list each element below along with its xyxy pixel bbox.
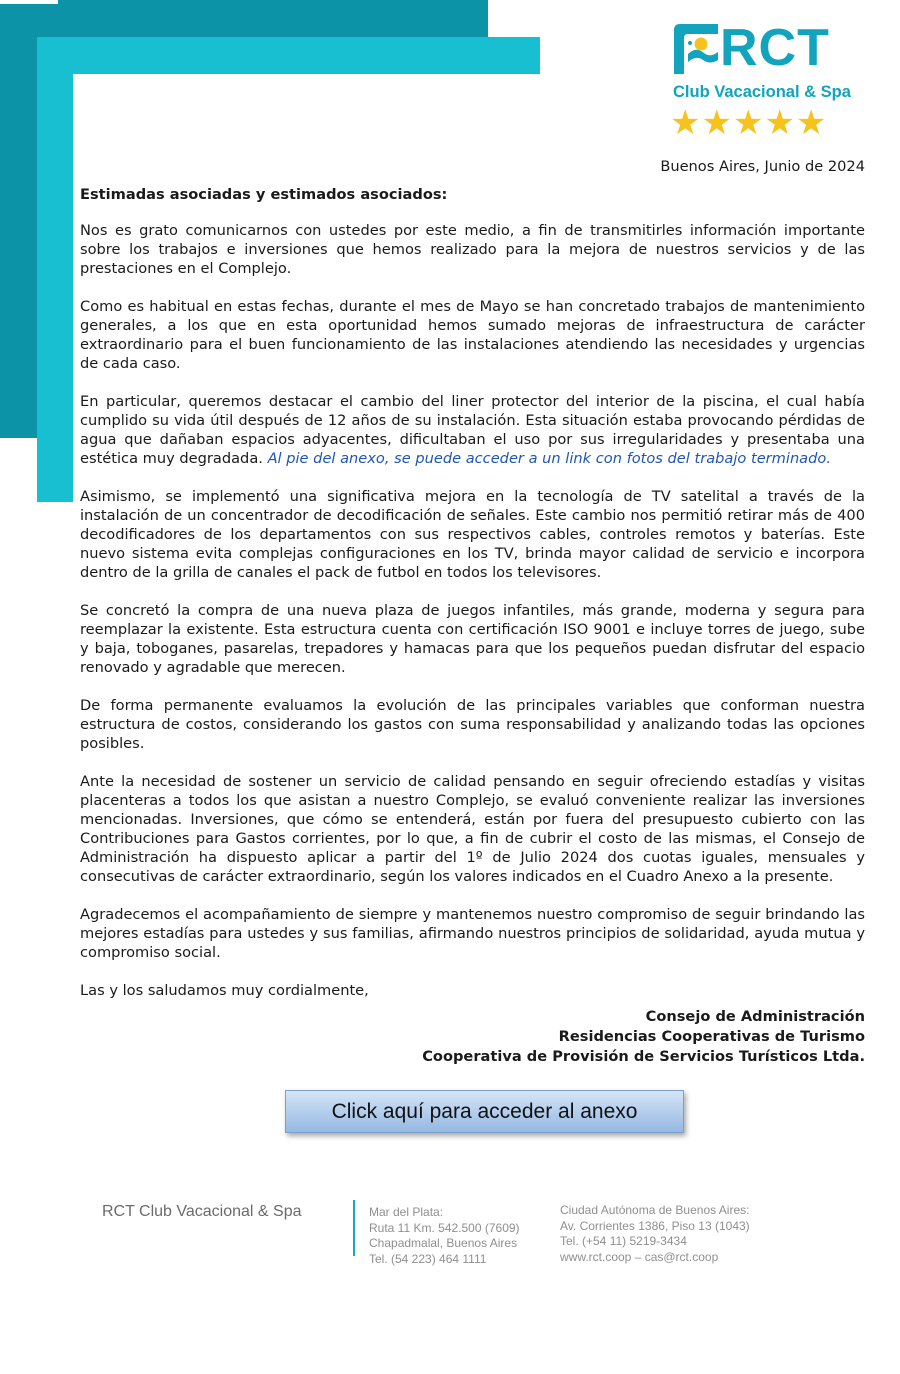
logo-wordmark: RCT xyxy=(720,19,830,77)
paragraph-intro: Nos es grato comunicarnos con ustedes por este medio, a fin de transmitirles información importante sobre los trabajos e inversiones que hemos realizado para la mejora de nuestros servicios y de las prestaciones en el Complejo. xyxy=(80,222,865,277)
footer-line: Tel. (+54 11) 5219-3434 xyxy=(560,1234,687,1248)
paragraph-thanks: Agradecemos el acompañamiento de siempre y mantenemos nuestro compromiso de seguir brindando las mejores estadías para ustedes y sus familias, afirmando nuestros principios de solidaridad, ayuda mutua y compromiso social. xyxy=(80,906,865,961)
logo-tagline: Club Vacacional & Spa xyxy=(673,83,851,101)
footer-mar-del-plata xyxy=(369,1205,520,1267)
signature-line: Consejo de Administración xyxy=(645,1008,865,1025)
rating-stars-icon: ★★★★★ xyxy=(670,103,828,143)
letter-date: Buenos Aires, Junio de 2024 xyxy=(660,158,865,175)
footer-line: Av. Corrientes 1386, Piso 13 (1043) xyxy=(560,1218,750,1233)
annex-photos-note: Al pie del anexo, se puede acceder a un link con fotos del trabajo terminado. xyxy=(267,450,831,467)
footer-line: Ruta 11 Km. 542.500 (7609) xyxy=(369,1220,520,1235)
paragraph-pool xyxy=(80,392,865,468)
footer-divider xyxy=(353,1200,355,1256)
decorative-top-strip xyxy=(0,0,58,4)
signature-line: Residencias Cooperativas de Turismo xyxy=(558,1028,865,1045)
letter-greeting: Estimadas asociadas y estimados asociados: xyxy=(80,186,448,203)
annex-link-button[interactable]: Click aquí para acceder al anexo xyxy=(285,1090,684,1133)
footer-contact-link[interactable]: www.rct.coop – cas@rct.coop xyxy=(560,1249,719,1264)
footer-line: Tel. (54 223) 464 1111 xyxy=(369,1251,487,1266)
paragraph-tv: Asimismo, se implementó una significativa mejora en la tecnología de TV satelital a través de la instalación de un concentrador de decodificación de señales. Este cambio nos permitió retirar más de 400 decodificadores de los departamentos con sus respectivos cables, controles remotos y baterías. Este nuevo sistema evita complejas configuraciones en los TV, brinda mayor calidad de servicio e incorpora dentro de la grilla de canales el pack de futbol en todos los televisores. xyxy=(80,488,865,581)
footer-line: Mar del Plata: xyxy=(369,1205,444,1219)
rct-emblem-icon xyxy=(674,24,718,74)
letter-closing: Las y los saludamos muy cordialmente, xyxy=(80,982,369,999)
footer-line: Ciudad Autónoma de Buenos Aires: xyxy=(560,1203,750,1217)
paragraph-playground: Se concretó la compra de una nueva plaza de juegos infantiles, más grande, moderna y segura para reemplazar la existente. Esta estructura cuenta con certificación ISO 9001 e incluye torres de juego, sube y baja, toboganes, pasarelas, trepadores y hamacas para que los pequeños puedan disfrutar del espacio renovado y agradable que merecen. xyxy=(80,602,865,676)
signature-line: Cooperativa de Provisión de Servicios Turísticos Ltda. xyxy=(422,1048,865,1065)
paragraph-pool-text: En particular, queremos destacar el cambio del liner protector del interior de la piscina, el cual había cumplido su vida útil después de 12 años de su instalación. Esta situación estaba provocando pérdidas de agua que dañaban espacios adyacentes, dificultaban el uso por sus irregularidades y presentaba una estética muy degradada. xyxy=(80,393,865,467)
paragraph-costs: De forma permanente evaluamos la evolución de las principales variables que conforman nuestra estructura de costos, considerando los gastos con suma responsabilidad y analizando todas las opciones posibles. xyxy=(80,697,865,752)
footer-brand: RCT Club Vacacional & Spa xyxy=(102,1203,302,1220)
paragraph-fees: Ante la necesidad de sostener un servicio de calidad pensando en seguir ofreciendo estadías y visitas placenteras a todos los que asistan a nuestro Complejo, se evaluó conveniente realizar las inversiones mencionadas. Inversiones, que cómo se entenderá, están por fuera del presupuesto cubierto con las Contribuciones para Gastos corrientes, por lo que, a fin de cubrir el costo de las mismas, el Consejo de Administración ha dispuesto aplicar a partir del 1º de Julio 2024 dos cuotas iguales, mensuales y consecutivas de carácter extraordinario, según los valores indicados en el Cuadro Anexo a la presente. xyxy=(80,773,865,885)
footer-line: Chapadmalal, Buenos Aires xyxy=(369,1236,518,1250)
footer-buenos-aires xyxy=(560,1203,750,1265)
rct-logo xyxy=(668,19,860,143)
letter-body xyxy=(80,157,865,1067)
paragraph-maintenance: Como es habitual en estas fechas, durante el mes de Mayo se han concretado trabajos de mantenimiento generales, a los que en esta oportunidad hemos sumado mejoras de infraestructura de carácter extraordinario para el buen funcionamiento de las instalaciones atendiendo las necesidades y urgencias de cada caso. xyxy=(80,298,865,372)
